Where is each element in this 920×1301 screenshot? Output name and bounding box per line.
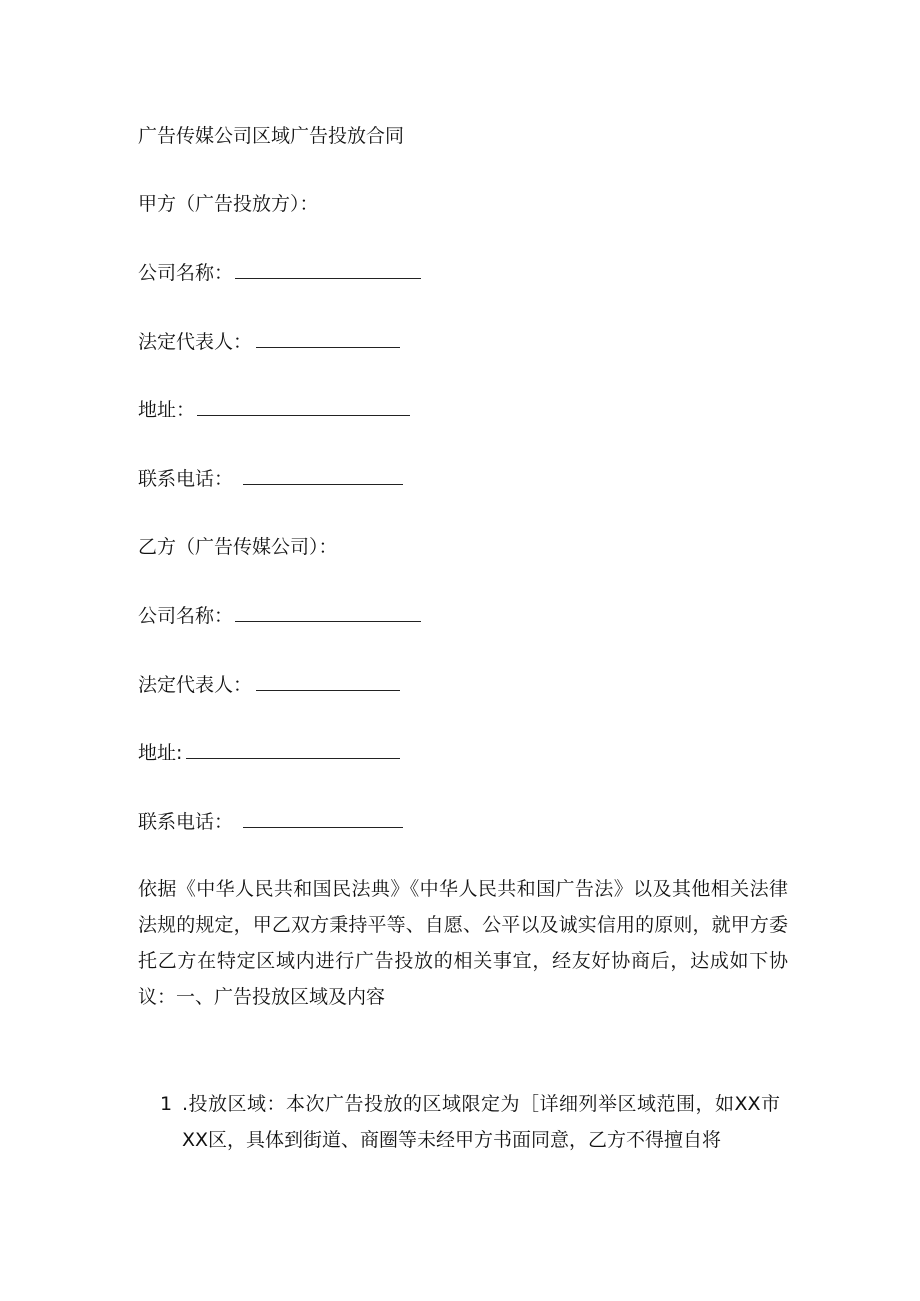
party-a-company-blank (235, 260, 421, 279)
party-a-company-field (138, 260, 421, 285)
party-b-address-label: 地址: (138, 742, 183, 764)
party-a-address-label: 地址： (138, 399, 196, 421)
party-b-company-field (138, 603, 421, 628)
party-a-phone-label: 联系电话： (138, 468, 234, 490)
party-a-address-field (138, 397, 410, 422)
party-a-rep-label: 法定代表人： (138, 331, 253, 353)
party-b-phone-blank (243, 809, 403, 828)
party-a-company-label: 公司名称： (138, 262, 234, 284)
party-a-heading: 甲方（广告投放方）： (138, 193, 319, 215)
party-b-rep-blank (256, 672, 400, 691)
party-b-heading: 乙方（广告传媒公司）： (138, 536, 338, 558)
party-a-phone-field (138, 466, 403, 491)
party-b-company-label: 公司名称： (138, 605, 234, 627)
party-a-rep-blank (256, 329, 400, 348)
document-title: 广告传媒公司区域广告投放合同 (138, 125, 405, 147)
party-b-rep-field (138, 672, 400, 697)
party-b-company-blank (235, 603, 421, 622)
intro-paragraph: 依据《中华人民共和国民法典》《中华人民共和国广告法》以及其他相关法律法规的规定，甲乙双方秉持平等、自愿、公平以及诚实信用的原则，就甲方委托乙方在特定区域内进行广告投放的相关事宜，经友好协商后，达成如下协议：一、广告投放区域及内容 (138, 878, 788, 1008)
party-b-address-blank (186, 740, 400, 759)
party-b-phone-label: 联系电话： (138, 811, 234, 833)
party-b-rep-label: 法定代表人： (138, 674, 253, 696)
clause-1-text: .投放区域：本次广告投放的区域限定为［详细列举区域范围，如XX市XX区，具体到街道、商圈等未经甲方书面同意，乙方不得擅自将 (182, 1093, 780, 1151)
party-a-address-blank (197, 397, 410, 416)
clause-1-number: 1 (160, 1093, 173, 1115)
clause-1 (160, 1086, 785, 1158)
party-b-address-field (138, 740, 400, 765)
party-a-rep-field (138, 329, 400, 354)
party-b-phone-field (138, 809, 403, 834)
party-a-phone-blank (243, 466, 403, 485)
